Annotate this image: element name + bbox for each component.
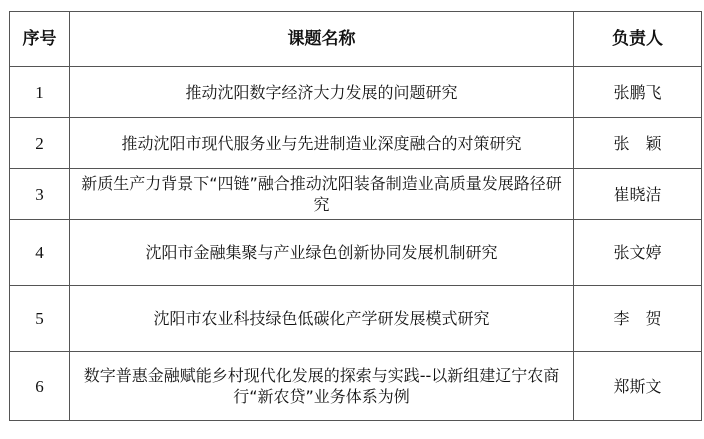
row-owner: 张文婷	[574, 220, 702, 286]
table-row	[10, 169, 702, 220]
row-number: 4	[10, 220, 70, 286]
row-owner: 张 颖	[574, 118, 702, 169]
header-project-title: 课题名称	[70, 12, 574, 67]
row-project-title: 推动沈阳数字经济大力发展的问题研究	[70, 67, 574, 118]
row-number: 3	[10, 169, 70, 220]
row-number: 2	[10, 118, 70, 169]
row-project-title: 数字普惠金融赋能乡村现代化发展的探索与实践--以新组建辽宁农商行“新农贷”业务体系为例	[70, 352, 574, 421]
table-row	[10, 118, 702, 169]
row-owner: 崔晓洁	[574, 169, 702, 220]
table-header-row	[10, 12, 702, 67]
header-number: 序号	[10, 12, 70, 67]
row-owner: 李 贺	[574, 286, 702, 352]
row-owner: 张鹏飞	[574, 67, 702, 118]
row-owner: 郑斯文	[574, 352, 702, 421]
row-number: 6	[10, 352, 70, 421]
row-number: 5	[10, 286, 70, 352]
row-project-title: 新质生产力背景下“四链”融合推动沈阳装备制造业高质量发展路径研究	[70, 169, 574, 220]
row-project-title: 推动沈阳市现代服务业与先进制造业深度融合的对策研究	[70, 118, 574, 169]
row-project-title: 沈阳市农业科技绿色低碳化产学研发展模式研究	[70, 286, 574, 352]
row-number: 1	[10, 67, 70, 118]
table-row	[10, 220, 702, 286]
table-row	[10, 286, 702, 352]
project-table	[9, 11, 702, 421]
table-row	[10, 67, 702, 118]
row-project-title: 沈阳市金融集聚与产业绿色创新协同发展机制研究	[70, 220, 574, 286]
header-owner: 负责人	[574, 12, 702, 67]
table-row	[10, 352, 702, 421]
